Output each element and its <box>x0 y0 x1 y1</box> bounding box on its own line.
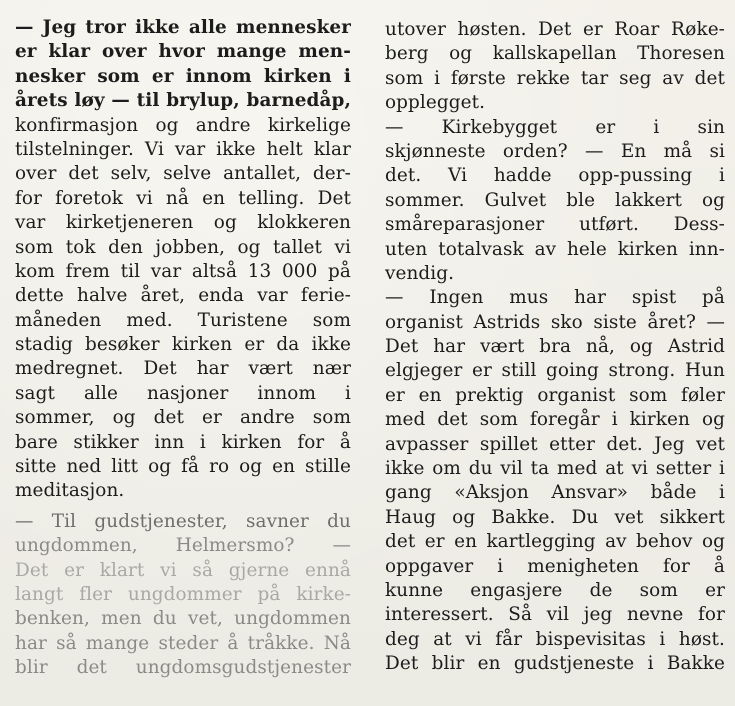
text-line: sommer, og det er andre som <box>15 407 351 429</box>
text-line: sitte ned litt og få ro og en stille <box>15 456 351 478</box>
text-line: dette halve året, enda var ferie- <box>15 285 351 307</box>
text-line: sommer. Gulvet ble lakkert og <box>385 189 725 211</box>
text-line: skjønneste orden? — En må si <box>385 140 725 162</box>
text-line: ikke om du vil ta med at vi setter i <box>385 458 725 480</box>
text-line: småreparasjoner utført. Dess- <box>385 214 725 236</box>
text-line: gang «Aksjon Ansvar» både i <box>385 482 725 504</box>
text-line: bare stikker inn i kirken for å <box>15 431 351 453</box>
text-line: var kirketjeneren og klokkeren <box>15 212 351 234</box>
text-line: det. Vi hadde opp-pussing i <box>385 165 725 187</box>
text-line: er klar over hvor mange men- <box>15 41 351 63</box>
text-line: medregnet. Det har vært nær <box>15 358 351 380</box>
text-line: sagt alle nasjoner innom i <box>15 382 351 404</box>
text-line: har så mange steder å tråkke. Nå <box>15 632 351 654</box>
text-line: Haug og Bakke. Du vet sikkert <box>385 506 725 528</box>
text-line: vendig. <box>385 262 455 284</box>
text-line: meditasjon. <box>15 480 125 502</box>
text-line: organist Astrids sko siste året? — <box>385 311 725 333</box>
text-line: oppgaver i menigheten for å <box>385 555 725 577</box>
left-text-column <box>15 16 351 681</box>
text-line: som i første rekke tar seg av det <box>385 67 725 89</box>
text-line: — Jeg tror ikke alle mennesker <box>15 17 351 38</box>
text-line: Det er klart vi så gjerne ennå <box>15 559 351 581</box>
text-line: benken, men du vet, ungdommen <box>15 608 351 630</box>
right-text-column <box>385 18 725 677</box>
text-line: uten totalvask av hele kirken inn- <box>385 238 725 260</box>
text-line: som tok den jobben, og tallet vi <box>15 236 351 258</box>
text-line: elgjeger er still going strong. Hun <box>385 360 725 382</box>
text-line: kunne engasjere de som er <box>385 579 725 601</box>
text-line: — Kirkebygget er i sin <box>385 116 725 138</box>
text-line: nesker som er innom kirken i <box>15 65 351 87</box>
text-line: — Ingen mus har spist på <box>385 287 725 309</box>
text-line: langt fler ungdommer på kirke- <box>15 583 351 605</box>
text-line: årets løy — til brylup, barnedåp, <box>15 90 351 112</box>
text-line: kom frem til var altså 13 000 på <box>15 260 351 282</box>
text-line: avpasser spillet etter det. Jeg vet <box>385 433 725 455</box>
text-line: for foretok vi nå en telling. Det <box>15 187 351 209</box>
text-line: ungdommen, Helmersmo? — <box>15 535 351 557</box>
text-line: interessert. Så vil jeg nevne for <box>385 604 725 626</box>
text-line: måneden med. Turistene som <box>15 309 351 331</box>
text-line: berg og kallskapellan Thoresen <box>385 43 725 65</box>
text-line: med det som foregår i kirken og <box>385 409 725 431</box>
text-line: tilstelninger. Vi var ikke helt klar <box>15 138 351 160</box>
text-line: utover høsten. Det er Roar Røke- <box>385 19 725 40</box>
text-line: over det selv, selve antallet, der- <box>15 163 351 185</box>
text-line: — Til gudstjenester, savner du <box>15 510 351 532</box>
text-line: Det blir en gudstjeneste i Bakke <box>385 653 725 675</box>
text-line: er en prektig organist som føler <box>385 384 725 406</box>
text-line: deg at vi får bispevisitas i høst. <box>385 628 725 650</box>
text-line: blir det ungdomsgudstjenester <box>15 657 351 679</box>
text-line: opplegget. <box>385 92 486 114</box>
text-line: stadig besøker kirken er da ikke <box>15 334 351 356</box>
text-line: konfirmasjon og andre kirkelige <box>15 114 351 136</box>
text-line: det er en kartlegging av behov og <box>385 531 725 553</box>
text-line: Det har vært bra nå, og Astrid <box>385 336 725 358</box>
